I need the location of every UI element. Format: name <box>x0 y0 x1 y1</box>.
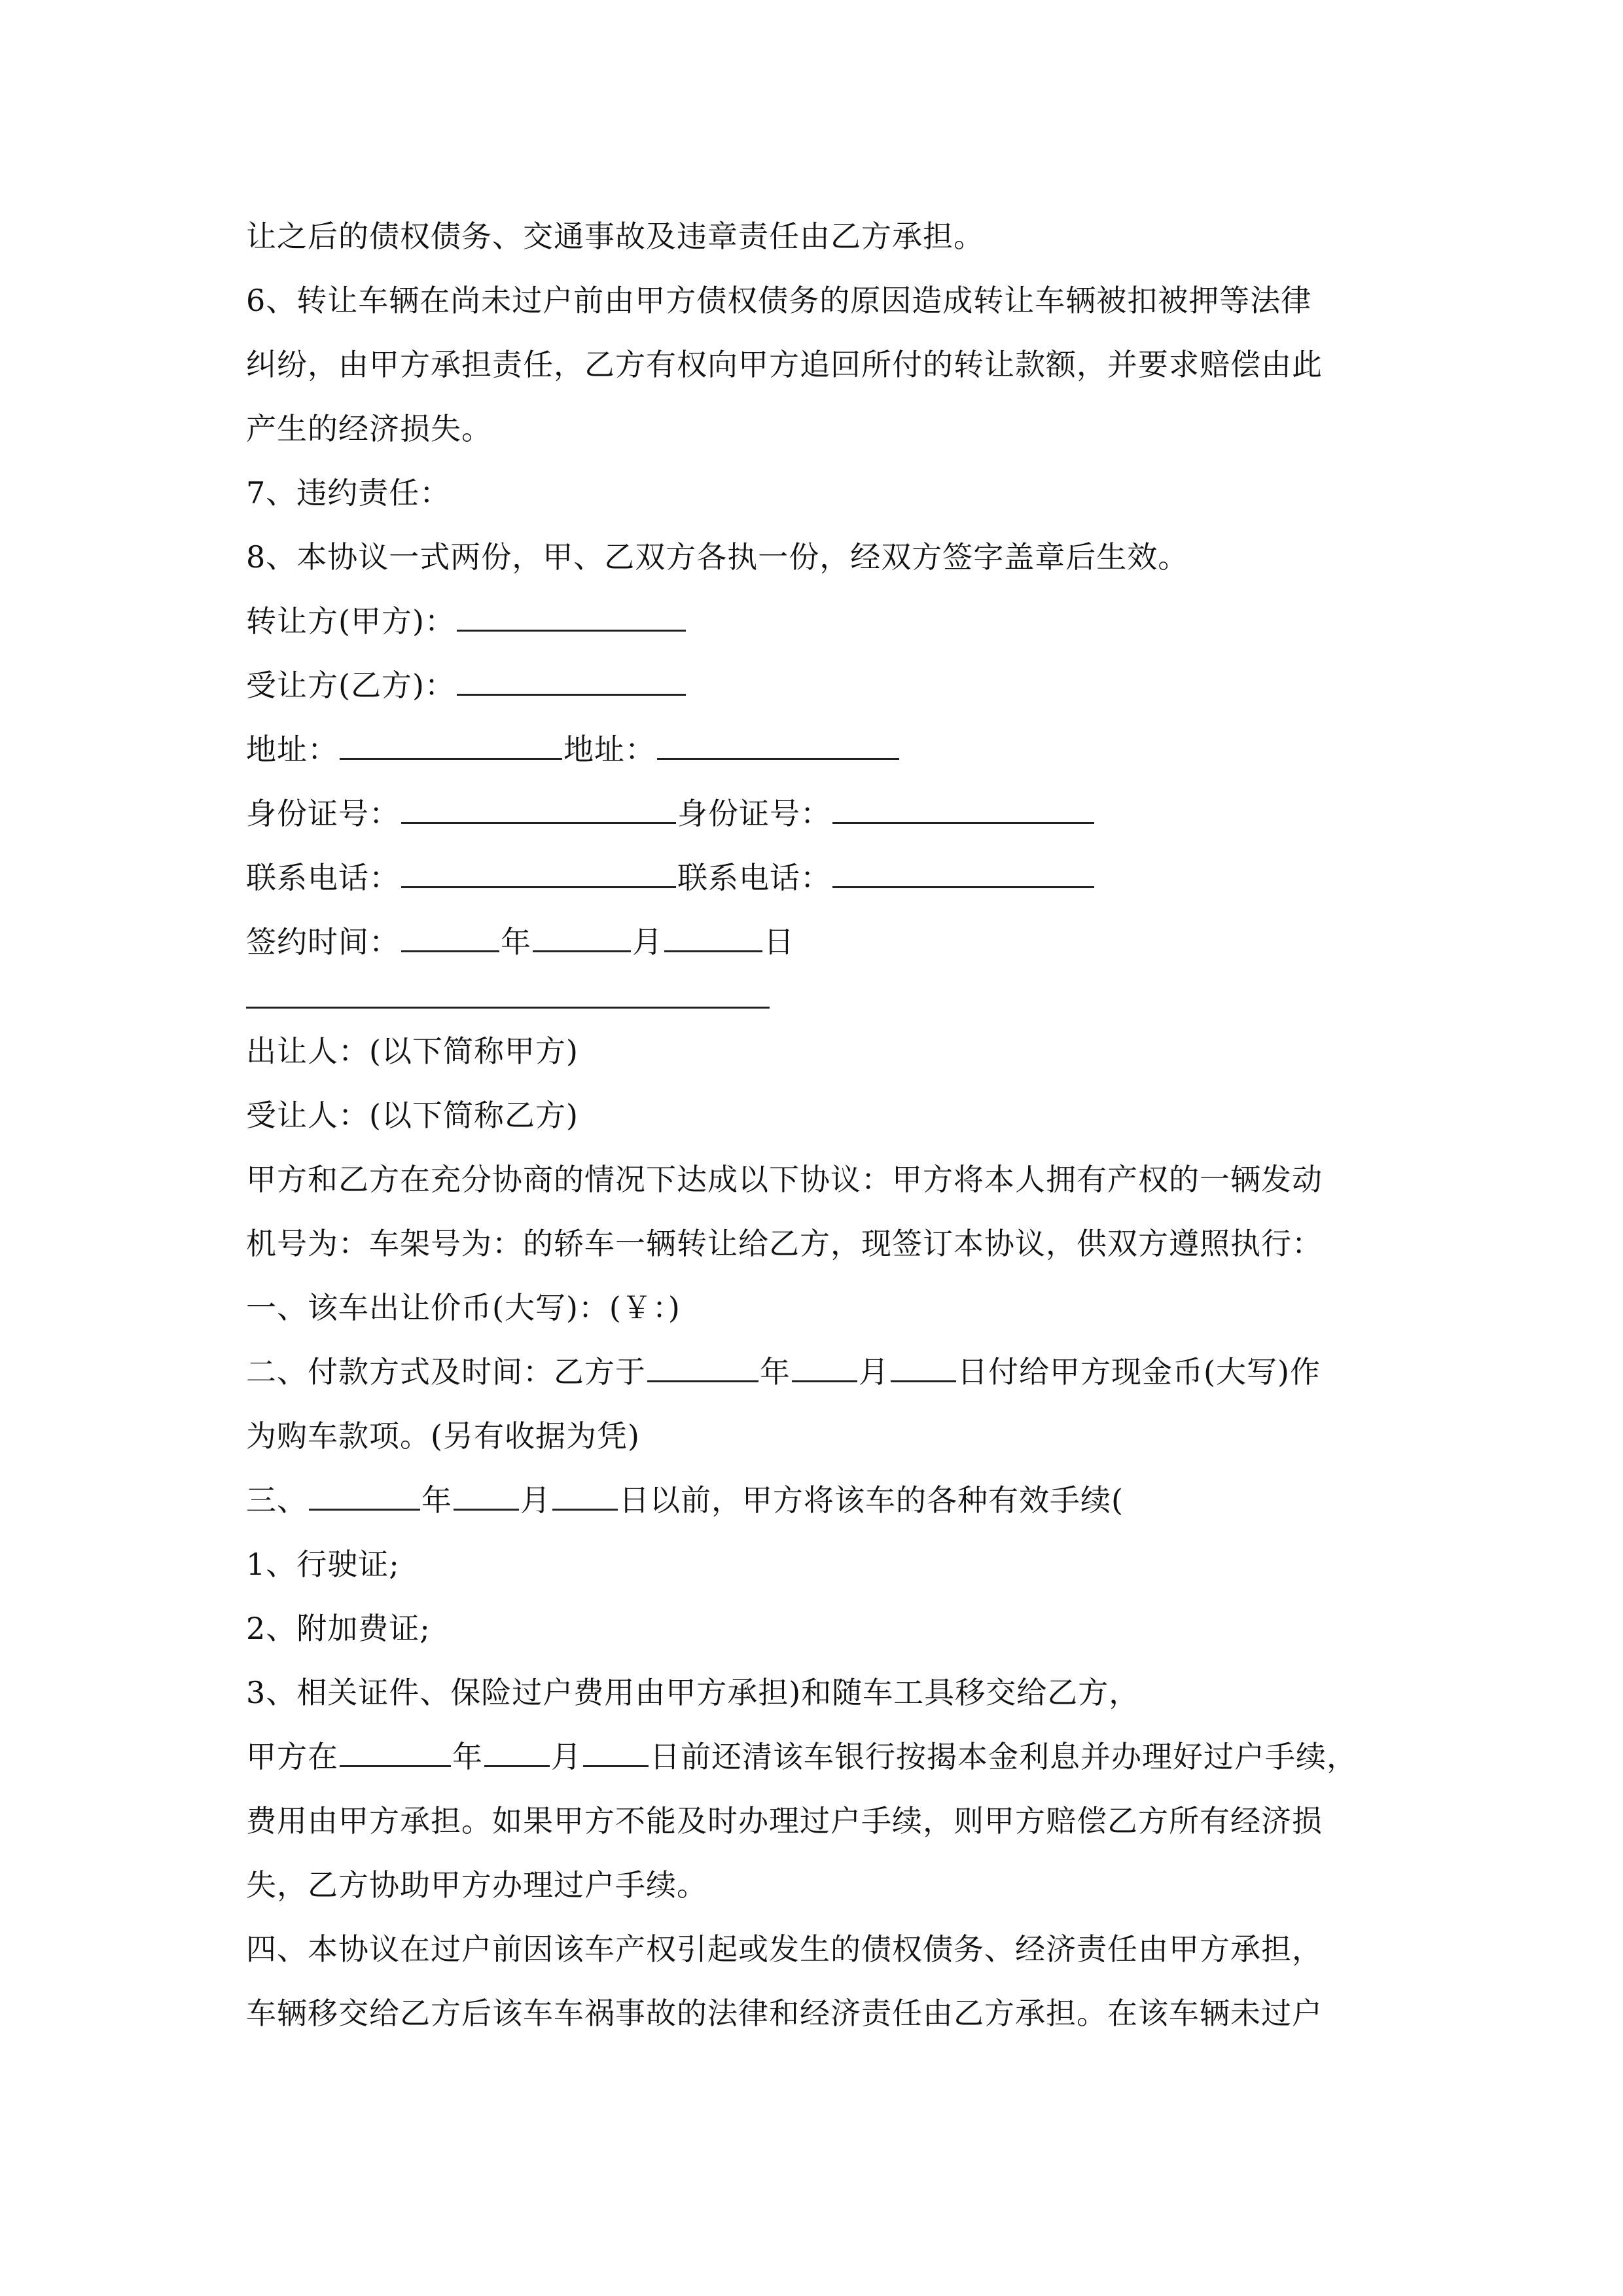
item-2-month-label: 月 <box>859 1354 889 1390</box>
sign-day-label: 日 <box>764 924 794 960</box>
section-divider <box>246 974 770 1009</box>
phone-blank-a <box>401 857 676 888</box>
id-number-label-b: 身份证号： <box>677 796 831 831</box>
id-number-row <box>246 781 1385 846</box>
document-page <box>246 204 1385 2045</box>
loan-year-label: 年 <box>452 1739 483 1774</box>
item-2-prefix: 二、付款方式及时间：乙方于 <box>246 1354 646 1390</box>
clause-6-line-1: 6、转让车辆在尚未过户前由甲方债权债务的原因造成转让车辆被扣被押等法律 <box>246 283 1312 318</box>
loan-line-2: 费用由甲方承担。如果甲方不能及时办理过户手续，则甲方赔偿乙方所有经济损 <box>246 1803 1323 1839</box>
clause-6-line-2: 纠纷，由甲方承担责任，乙方有权向甲方追回所付的转让款额，并要求赔偿由此 <box>246 347 1323 382</box>
intro-line-1: 甲方和乙方在充分协商的情况下达成以下协议：甲方将本人拥有产权的一辆发动 <box>246 1162 1323 1197</box>
item-2-line-1 <box>246 1340 1385 1404</box>
item-1-price: 一、该车出让价币(大写)：(￥：) <box>246 1290 681 1325</box>
sign-date-row <box>246 910 1385 974</box>
item-2-year-blank <box>647 1352 758 1382</box>
loan-line-1 <box>246 1725 1385 1789</box>
id-number-label-a: 身份证号： <box>246 796 400 831</box>
seller-line: 出让人：(以下简称甲方) <box>246 1033 579 1069</box>
sub-item-2: 2、附加费证; <box>246 1611 431 1646</box>
intro-line-2: 机号为：车架号为：的轿车一辆转让给乙方，现签订本协议，供双方遵照执行： <box>246 1226 1323 1261</box>
loan-year-blank <box>340 1736 451 1767</box>
sign-month-blank <box>533 922 631 952</box>
item-2-day-blank <box>891 1352 956 1382</box>
item-3-month-label: 月 <box>520 1482 551 1518</box>
sub-item-1: 1、行驶证; <box>246 1547 400 1582</box>
item-3-prefix: 三、 <box>246 1482 308 1518</box>
transferee-row <box>246 653 1385 717</box>
loan-suffix: 日前还清该车银行按揭本金利息并办理好过户手续， <box>650 1739 1357 1774</box>
loan-month-label: 月 <box>551 1739 582 1774</box>
phone-label-a: 联系电话： <box>246 860 400 895</box>
clause-7: 7、违约责任： <box>246 475 451 511</box>
sign-month-label: 月 <box>632 924 663 960</box>
buyer-line: 受让人：(以下简称乙方) <box>246 1098 579 1133</box>
sign-year-label: 年 <box>501 924 531 960</box>
loan-line-3: 失，乙方协助甲方办理过户手续。 <box>246 1867 707 1903</box>
transferor-blank <box>457 601 686 632</box>
item-3-suffix: 日以前，甲方将该车的各种有效手续( <box>619 1482 1124 1518</box>
clause-6-line-3: 产生的经济损失。 <box>246 411 492 446</box>
clause-8: 8、本协议一式两份，甲、乙双方各执一份，经双方签字盖章后生效。 <box>246 539 1189 575</box>
loan-day-blank <box>583 1736 649 1767</box>
item-2-year-label: 年 <box>760 1354 791 1390</box>
item-3-line <box>246 1468 1385 1532</box>
loan-prefix: 甲方在 <box>246 1739 338 1774</box>
item-2-line-2: 为购车款项。(另有收据为凭) <box>246 1418 640 1454</box>
transferor-label: 转让方(甲方)： <box>246 603 455 639</box>
sign-date-label: 签约时间： <box>246 924 400 960</box>
id-number-blank-b <box>832 793 1094 824</box>
item-3-year-blank <box>309 1480 420 1511</box>
sign-year-blank <box>401 922 499 952</box>
phone-blank-b <box>832 857 1094 888</box>
item-3-year-label: 年 <box>421 1482 452 1518</box>
address-row <box>246 717 1385 781</box>
address-blank-a <box>340 729 562 760</box>
item-2-suffix: 日付给甲方现金币(大写)作 <box>957 1354 1321 1390</box>
address-label-b: 地址： <box>563 732 656 767</box>
address-label-a: 地址： <box>246 732 338 767</box>
phone-row <box>246 846 1385 910</box>
item-4-line-1: 四、本协议在过户前因该车产权引起或发生的债权债务、经济责任由甲方承担， <box>246 1931 1323 1967</box>
item-3-day-blank <box>552 1480 618 1511</box>
item-2-month-blank <box>792 1352 857 1382</box>
transferee-label: 受让方(乙方)： <box>246 668 455 703</box>
divider-gap <box>246 1009 1385 1019</box>
transferor-row <box>246 589 1385 653</box>
sign-day-blank <box>664 922 762 952</box>
loan-month-blank <box>484 1736 550 1767</box>
transferee-blank <box>457 665 686 696</box>
paragraph-liability-transfer: 让之后的债权债务、交通事故及违章责任由乙方承担。 <box>246 219 984 254</box>
id-number-blank-a <box>401 793 676 824</box>
address-blank-b <box>657 729 899 760</box>
sub-item-3: 3、相关证件、保险过户费用由甲方承担)和随车工具移交给乙方， <box>246 1675 1140 1710</box>
item-4-line-2: 车辆移交给乙方后该车车祸事故的法律和经济责任由乙方承担。在该车辆未过户 <box>246 1996 1323 2031</box>
item-3-month-blank <box>454 1480 519 1511</box>
phone-label-b: 联系电话： <box>677 860 831 895</box>
